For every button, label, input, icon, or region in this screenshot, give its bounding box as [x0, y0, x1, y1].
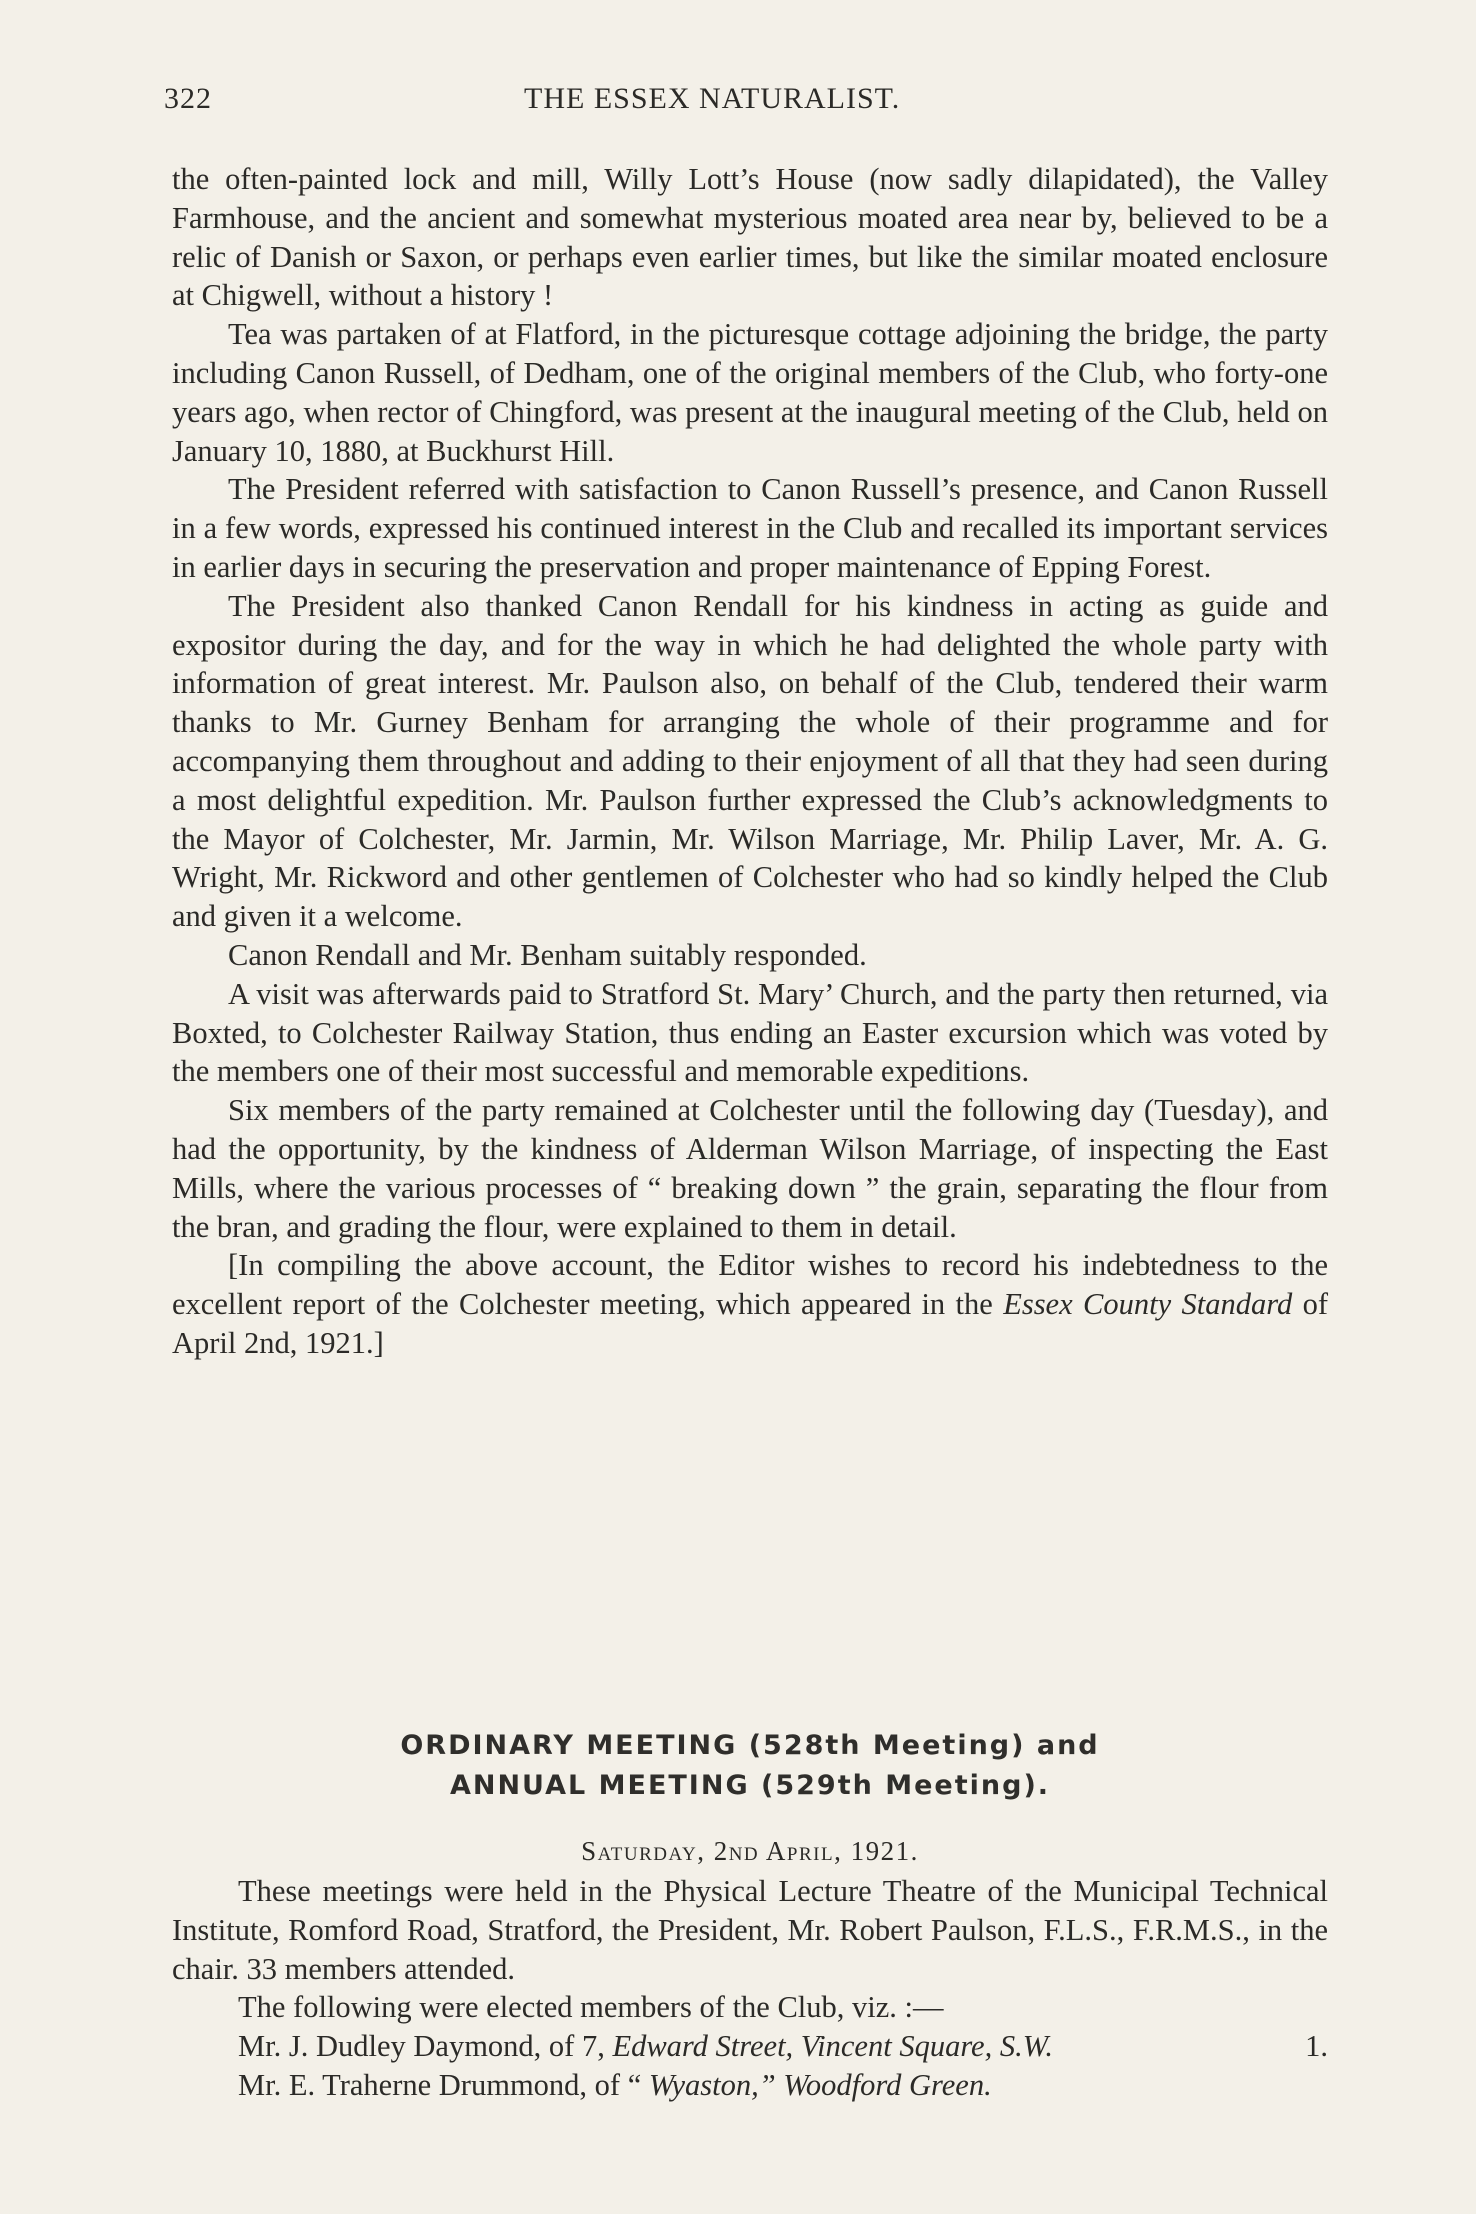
article-body: [172, 160, 1328, 1363]
paragraph: Canon Rendall and Mr. Benham suitably responded.: [228, 937, 867, 972]
section-heading-line-2: ANNUAL MEETING (529th Meeting).: [449, 1770, 1051, 1801]
running-title: THE ESSEX NATURALIST.: [524, 82, 901, 115]
meeting-date: Saturday, 2nd April, 1921.: [581, 1836, 919, 1866]
paragraph: A visit was afterwards paid to Stratford St. Mary’ Church, and the party then returned, via Boxted, to Colchester Railway Station, thus ending an Easter excursion which was voted by the members one of their most successful and memorable expeditions.: [172, 976, 1328, 1089]
paragraph: These meetings were held in the Physical Lecture Theatre of the Municipal Technical Institute, Romford Road, Stratford, the President, Mr. Robert Paulson, F.L.S., F.R.M.S., in the chair. 33 members attended.: [172, 1874, 1328, 1986]
section-heading-line-1: ORDINARY MEETING (528th Meeting) and: [400, 1730, 1100, 1761]
member-text: [238, 2066, 992, 2105]
paragraph: The President referred with satisfaction to Canon Russell’s presence, and Canon Russell in a few words, expressed his continued interest in the Club and recalled its important services in earlier days in securing the preservation and proper maintenance of Epping Forest.: [172, 472, 1328, 584]
member-name: Mr. E. Traherne Drummond, of “: [238, 2067, 649, 2102]
member-entry: [172, 2027, 1328, 2066]
paragraph: the often-painted lock and mill, Willy Lott’s House (now sadly dilapidated), the Valley Farmhouse, and the ancient and somewhat mysterious moated area near by, believed to be a relic of Danish or Saxon, or perhaps even earlier times, but like the similar moated enclosure at Chigwell, without a history !: [172, 162, 1328, 313]
paragraph: The following were elected members of the Club, viz. :—: [238, 1990, 944, 2025]
member-address: Wyaston,” Woodford Green.: [648, 2067, 992, 2102]
editor-note-text: [In compiling the above account, the Editor wishes to record his indebtedness to the excellent report of the Colchester meeting, which appeared in the: [172, 1248, 1328, 1322]
member-address: Edward Street, Vincent Square, S.W.: [612, 2029, 1053, 2064]
paragraph: The President also thanked Canon Rendall for his kindness in acting as guide and expositor during the day, and for the way in which he had delighted the whole party with information of great interest. Mr. Paulson also, on behalf of the Club, tendered their warm thanks to Mr. Gurney Benham for arranging the whole of their programme and for accompanying them throughout and adding to their enjoyment of all that they had seen during a most delightful expedition. Mr. Paulson further expressed the Club’s acknowledgments to the Mayor of Colchester, Mr. Jarmin, Mr. Wilson Marriage, Mr. Philip Laver, Mr. A. G. Wright, Mr. Rickword and other gentlemen of Colchester who had so kindly helped the Club and given it a welcome.: [172, 588, 1328, 934]
member-number: 1.: [1305, 2029, 1328, 2064]
member-entry: [172, 2066, 1328, 2105]
page-header: [164, 82, 1324, 126]
editor-note-end: of April 2nd, 1921.]: [172, 1287, 1328, 1360]
paragraph: Tea was partaken of at Flatford, in the picturesque cottage adjoining the bridge, the party including Canon Russell, of Dedham, one of the original members of the Club, who forty-one years ago, when rector of Chingford, was present at the inaugural meeting of the Club, held on January 10, 1880, at Buckhurst Hill.: [172, 317, 1328, 468]
member-text: [238, 2027, 1053, 2066]
meeting-section-header: [172, 1726, 1328, 1867]
meeting-body: [172, 1872, 1328, 2105]
newspaper-title: Essex County Standard: [1003, 1287, 1293, 1322]
editor-note: [172, 1246, 1328, 1362]
member-name: Mr. J. Dudley Daymond, of 7,: [238, 2029, 613, 2064]
paragraph: Six members of the party remained at Colchester until the following day (Tuesday), and had the opportunity, by the kindness of Alderman Wilson Marriage, of inspecting the East Mills, where the various processes of “ breaking down ” the grain, separating the flour from the bran, and grading the flour, were explained to them in detail.: [172, 1093, 1328, 1244]
section-heading: [172, 1726, 1328, 1806]
page-number: 322: [164, 82, 212, 115]
